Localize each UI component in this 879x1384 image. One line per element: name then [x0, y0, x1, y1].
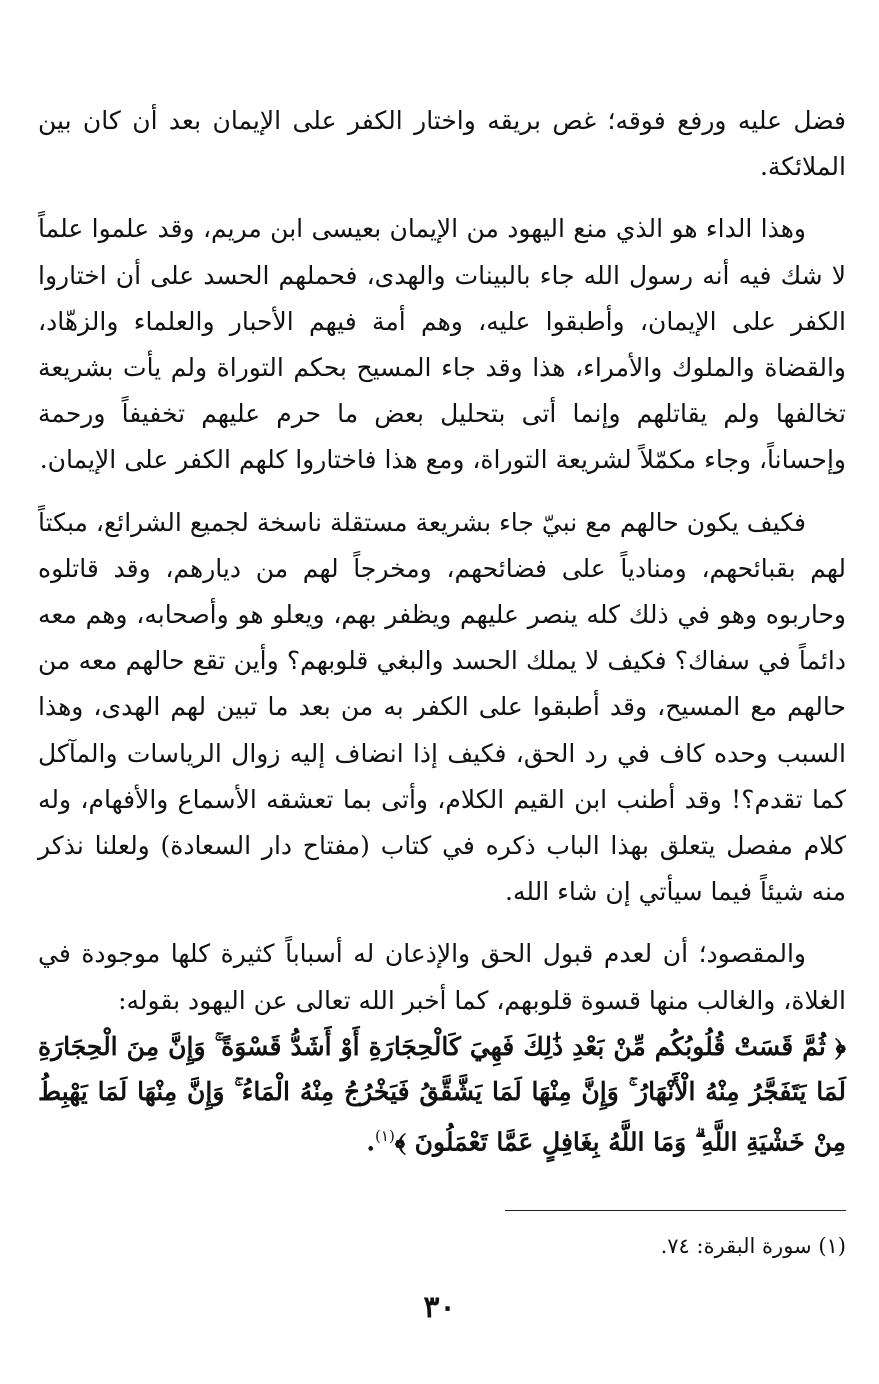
paragraph-1: فضل عليه ورفع فوقه؛ غص بريقه واختار الكفر على الإيمان بعد أن كان بين الملائكة.	[38, 106, 846, 182]
quran-verse: ﴿ ثُمَّ قَسَتْ قُلُوبُكُم مِّنْ بَعْدِ ذَٰلِكَ فَهِيَ كَالْحِجَارَةِ أَوْ أَشَدُّ قَسْوَةً ۚ وَإِنَّ مِنَ الْحِجَارَةِ لَمَا يَتَفَجَّرُ مِنْهُ الْأَنْهَارُ ۚ وَإِنَّ مِنْهَا لَمَا يَشَّقَّقُ فَيَخْرُجُ مِنْهُ الْمَاءُ ۚ وَإِنَّ مِنْهَا لَمَا يَهْبِطُ مِنْ خَشْيَةِ اللَّهِ ۗ وَمَا اللَّهُ بِغَافِلٍ عَمَّا تَعْمَلُونَ ﴾	[38, 1031, 846, 1157]
footnote-divider	[505, 1210, 846, 1211]
paragraph-2: وهذا الداء هو الذي منع اليهود من الإيمان بعيسى ابن مريم، وقد علموا علماً لا شك فيه أنه رسول الله جاء بالبينات والهدى، فحملهم الحسد على أن اختاروا الكفر على الإيمان، وأطبقوا عليه، وهم أمة فيهم الأحبار والعلماء والزهّاد، والقضاة والملوك والأمراء، هذا وقد جاء المسيح بحكم التوراة ولم يأت بشريعة تخالفها ولم يقاتلهم وإنما أتى بتحليل بعض ما حرم عليهم تخفيفاً ورحمة وإحساناً، وجاء مكمّلاً لشريعة التوراة، ومع هذا فاختاروا كلهم الكفر على الإيمان.	[38, 214, 846, 475]
page-number: ٣٠	[423, 1290, 456, 1325]
page-body	[38, 98, 846, 1164]
quran-verse-block	[38, 1024, 846, 1164]
paragraph-4: والمقصود؛ أن لعدم قبول الحق والإذعان له أسباباً كثيرة كلها موجودة في الغلاة، والغالب منها قسوة قلوبهم، كما أخبر الله تعالى عن اليهود بقوله:	[38, 939, 846, 1015]
paragraph-3: فكيف يكون حالهم مع نبيّ جاء بشريعة مستقلة ناسخة لجميع الشرائع، مبكتاً لهم بقبائحهم، ومنادياً على فضائحهم، ومخرجاً لهم من ديارهم، وقد قاتلوه وحاربوه وهو في ذلك كله ينصر عليهم ويظفر بهم، ويعلو هو وأصحابه، وهم معه دائماً في سفاك؟ فكيف لا يملك الحسد والبغي قلوبهم؟ وأين تقع حالهم معه من حالهم مع المسيح، وقد أطبقوا على الكفر به من بعد ما تبين لهم الهدى، وهذا السبب وحده كاف في رد الحق، فكيف إذا انضاف إليه زوال الرياسات والمآكل كما تقدم؟! وقد أطنب ابن القيم الكلام، وأتى بما تعشقه الأسماع والأفهام، وله كلام مفصل يتعلق بهذا الباب ذكره في كتاب (مفتاح دار السعادة) ولعلنا نذكر منه شيئاً فيما سيأتي إن شاء الله.	[38, 507, 846, 907]
footnote: (١) سورة البقرة: ٧٤.	[660, 1234, 846, 1258]
verse-end-period: .	[366, 1127, 376, 1157]
footnote-reference: (١)	[375, 1126, 395, 1145]
